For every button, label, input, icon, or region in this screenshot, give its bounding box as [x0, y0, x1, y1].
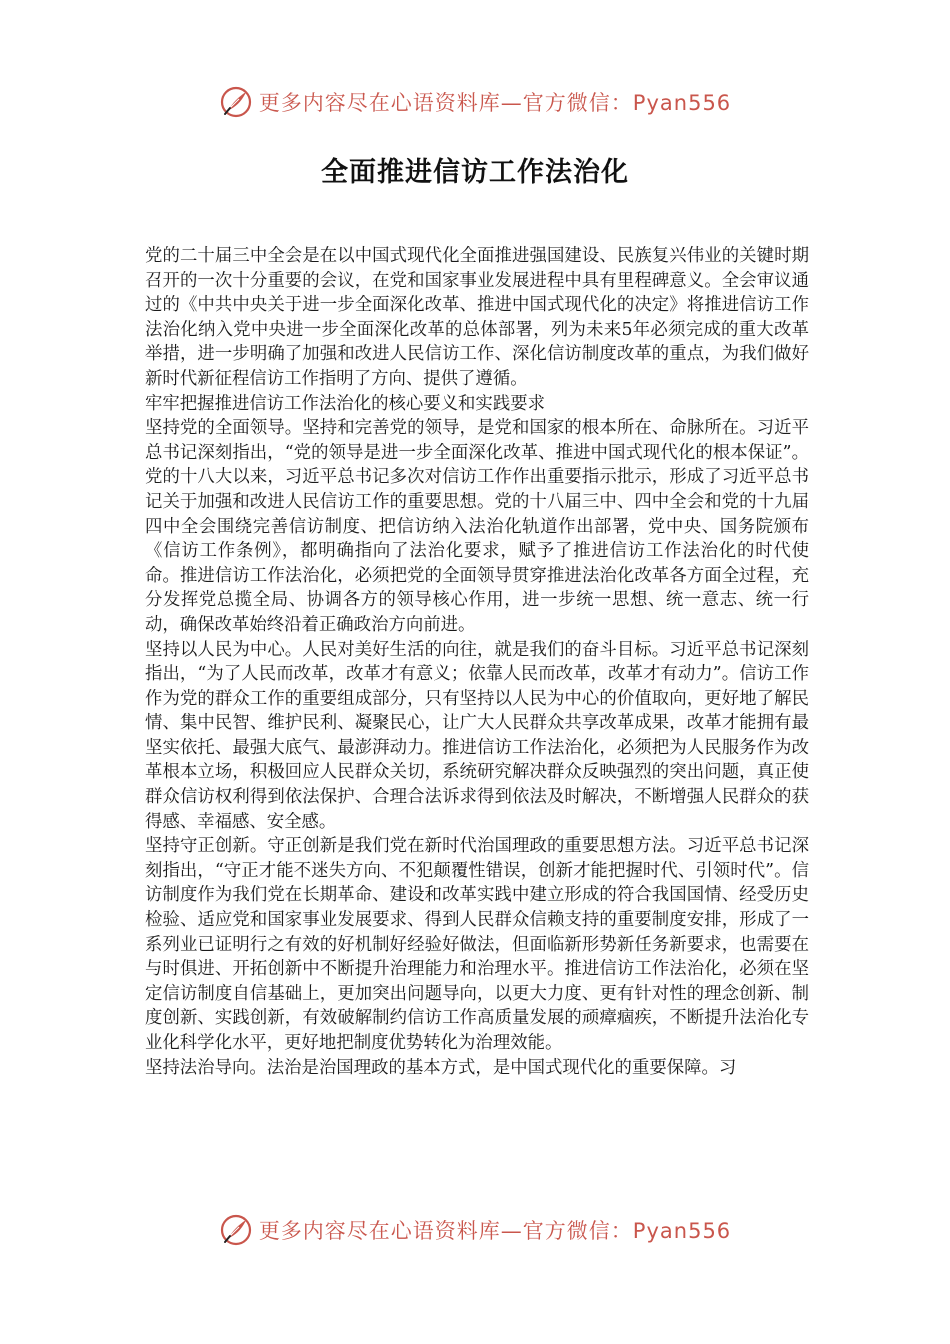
- page-title: 全面推进信访工作法治化: [321, 157, 629, 188]
- document-body: [145, 244, 809, 1080]
- footer-banner-text: 更多内容尽在心语资料库—官方微信：Pyan556: [258, 1219, 732, 1243]
- paragraph-innovation: 坚持守正创新。守正创新是我们党在新时代治国理政的重要思想方法。习近平总书记深刻指出，“守正才能不迷失方向、不犯颠覆性错误，创新才能把握时代、引领时代”。信访制度作为我们党在长期革命、建设和改革实践中建立形成的符合我国国情、经受历史检验、适应党和国家事业发展要求、得到人民群众信赖支持的重要制度安排，形成了一系列业已证明行之有效的好机制好经验好做法，但面临新形势新任务新要求，也需要在与时俱进、开拓创新中不断提升治理能力和治理水平。推进信访工作法治化，必须在坚定信访制度自信基础上，更加突出问题导向，以更大力度、更有针对性的理念创新、制度创新、实践创新，有效破解制约信访工作高质量发展的顽瘴痼疾，不断提升法治化专业化科学化水平，更好地把制度优势转化为治理效能。: [145, 836, 809, 1053]
- paragraph-people-centered: 坚持以人民为中心。人民对美好生活的向往，就是我们的奋斗目标。习近平总书记深刻指出，“为了人民而改革，改革才有意义；依靠人民而改革，改革才有动力”。信访工作作为党的群众工作的重要组成部分，只有坚持以人民为中心的价值取向，更好地了解民情、集中民智、维护民利、凝聚民心，让广大人民群众共享改革成果，改革才能拥有最坚实依托、最强大底气、最澎湃动力。推进信访工作法治化，必须把为人民服务作为改革根本立场，积极回应人民群众关切，系统研究解决群众反映强烈的突出问题，真正使群众信访权利得到依法保护、合理合法诉求得到依法及时解决，不断增强人民群众的获得感、幸福感、安全感。: [145, 639, 809, 832]
- paragraph-intro: 党的二十届三中全会是在以中国式现代化全面推进强国建设、民族复兴伟业的关键时期召开的一次十分重要的会议，在党和国家事业发展进程中具有里程碑意义。全会审议通过的《中共中央关于进一步全面深化改革、推进中国式现代化的决定》将推进信访工作法治化纳入党中央进一步全面深化改革的总体部署，列为未来5年必须完成的重大改革举措，进一步明确了加强和改进人民信访工作、深化信访制度改革的重点，为我们做好新时代新征程信访工作指明了方向、提供了遵循。: [145, 246, 809, 389]
- footer-banner: [0, 1210, 950, 1250]
- section-heading: 牢牢把握推进信访工作法治化的核心要义和实践要求: [145, 393, 545, 414]
- paragraph-party-leadership: 坚持党的全面领导。坚持和完善党的领导，是党和国家的根本所在、命脉所在。习近平总书记深刻指出，“党的领导是进一步全面深化改革、推进中国式现代化的根本保证”。党的十八大以来，习近平总书记多次对信访工作作出重要指示批示，形成了习近平总书记关于加强和改进人民信访工作的重要思想。党的十八届三中、四中全会和党的十九届四中全会围绕完善信访制度、把信访纳入法治化轨道作出部署，党中央、国务院颁布《信访工作条例》，都明确指向了法治化要求，赋予了推进信访工作法治化的时代使命。推进信访工作法治化，必须把党的全面领导贯穿推进法治化改革各方面全过程，充分发挥党总揽全局、协调各方的领导核心作用，进一步统一思想、统一意志、统一行动，确保改革始终沿着正确政治方向前进。: [145, 418, 809, 635]
- feather-pen-icon: [219, 85, 253, 119]
- header-banner: [0, 82, 950, 122]
- paragraph-rule-of-law: 坚持法治导向。法治是治国理政的基本方式，是中国式现代化的重要保障。习: [145, 1057, 737, 1078]
- feather-pen-icon: [219, 1213, 253, 1247]
- header-banner-text: 更多内容尽在心语资料库—官方微信：Pyan556: [258, 91, 732, 115]
